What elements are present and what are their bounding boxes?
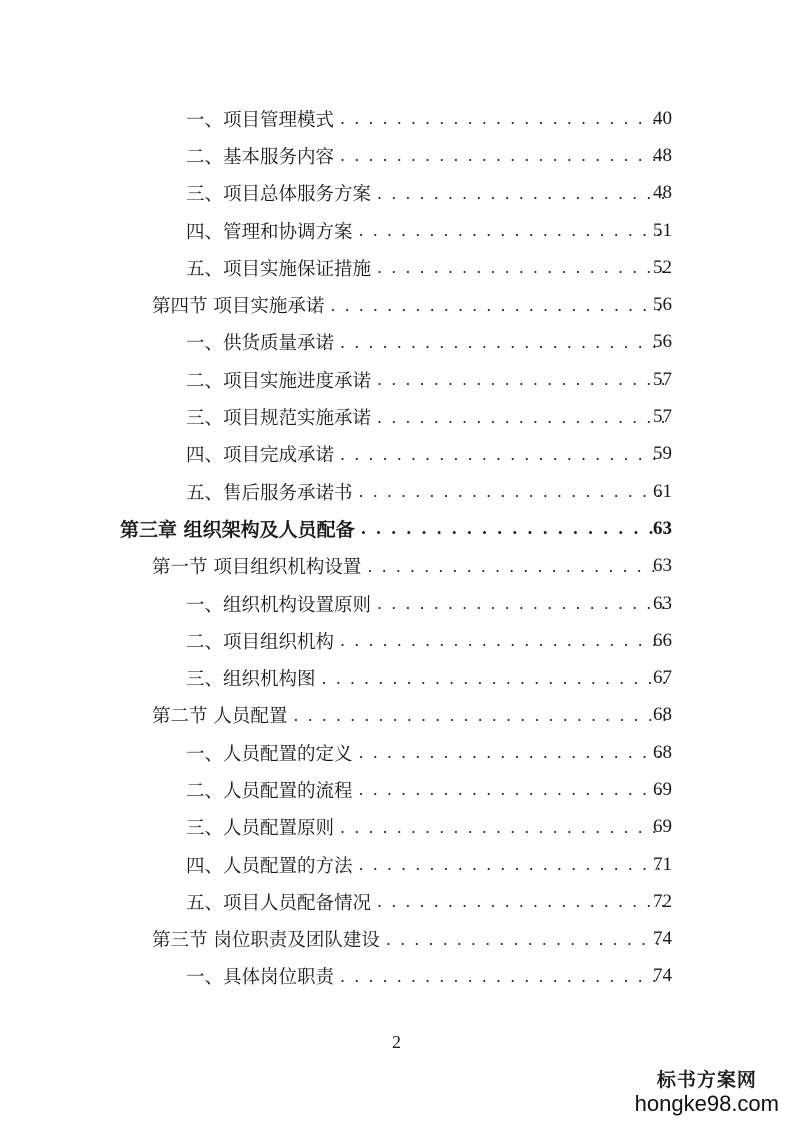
toc-dot-leader	[359, 221, 666, 240]
toc-entry-title: 第四节 项目实施承诺	[152, 296, 325, 318]
toc-dot-leader	[340, 631, 666, 650]
toc-entry-title: 五、售后服务承诺书	[186, 482, 353, 504]
toc-dot-leader	[377, 594, 666, 613]
table-of-contents	[0, 100, 793, 995]
toc-entry-title: 第三节 岗位职责及团队建设	[152, 930, 380, 952]
toc-entry-page: 59	[653, 443, 672, 465]
toc-entry-title: 第二节 人员配置	[152, 706, 288, 728]
toc-entry-item[interactable]	[0, 398, 793, 435]
toc-entry-item[interactable]	[0, 809, 793, 846]
toc-entry-page: 48	[653, 144, 672, 166]
toc-entry-page: 67	[653, 667, 672, 689]
toc-dot-leader	[377, 370, 666, 389]
toc-entry-title: 四、管理和协调方案	[186, 221, 353, 243]
toc-entry-title: 三、人员配置原则	[186, 818, 335, 840]
toc-dot-leader	[340, 445, 666, 464]
toc-entry-title: 一、人员配置的定义	[186, 743, 353, 765]
toc-entry-title: 三、项目规范实施承诺	[186, 408, 372, 430]
toc-dot-leader	[340, 818, 666, 837]
toc-dot-leader	[322, 669, 666, 688]
toc-entry-page: 40	[653, 107, 672, 129]
toc-entry-page: 74	[653, 965, 672, 987]
toc-entry-page: 66	[653, 629, 672, 651]
toc-dot-leader	[377, 408, 666, 427]
toc-entry-item[interactable]	[0, 100, 793, 137]
toc-entry-item[interactable]	[0, 846, 793, 883]
toc-entry-title: 二、基本服务内容	[186, 146, 335, 168]
toc-entry-page: 63	[653, 555, 672, 577]
toc-entry-title: 二、项目实施进度承诺	[186, 370, 372, 392]
toc-dot-leader	[340, 146, 666, 165]
toc-dot-leader	[340, 967, 666, 986]
toc-entry-item[interactable]	[0, 324, 793, 361]
watermark-name: 标书方案网	[656, 1069, 757, 1091]
toc-dot-leader	[361, 519, 666, 538]
toc-entry-item[interactable]	[0, 137, 793, 174]
toc-entry-title: 一、具体岗位职责	[186, 967, 335, 989]
toc-entry-page: 56	[653, 331, 672, 353]
toc-dot-leader	[377, 258, 666, 277]
toc-dot-leader	[293, 706, 666, 725]
toc-entry-item[interactable]	[0, 212, 793, 249]
toc-entry-item[interactable]	[0, 361, 793, 398]
toc-dot-leader	[359, 855, 666, 874]
toc-entry-page: 52	[653, 256, 672, 278]
toc-entry-section[interactable]	[0, 286, 793, 323]
toc-dot-leader	[377, 892, 666, 911]
toc-entry-title: 四、项目完成承诺	[186, 445, 335, 467]
toc-dot-leader	[386, 930, 666, 949]
toc-entry-title: 三、组织机构图	[186, 669, 316, 691]
toc-entry-title: 一、供货质量承诺	[186, 333, 335, 355]
toc-entry-page: 74	[653, 928, 672, 950]
watermark-url: hongke98.com	[634, 1091, 779, 1116]
watermark-logo	[635, 1068, 779, 1116]
toc-entry-page: 57	[653, 406, 672, 428]
toc-entry-section[interactable]	[0, 548, 793, 585]
toc-entry-title: 一、项目管理模式	[186, 109, 335, 131]
toc-entry-item[interactable]	[0, 585, 793, 622]
toc-entry-title: 二、人员配置的流程	[186, 780, 353, 802]
toc-entry-page: 57	[653, 368, 672, 390]
toc-entry-page: 68	[653, 741, 672, 763]
toc-entry-section[interactable]	[0, 697, 793, 734]
toc-dot-leader	[367, 557, 666, 576]
toc-entry-page: 63	[653, 592, 672, 614]
toc-entry-title: 三、项目总体服务方案	[186, 184, 372, 206]
toc-entry-title: 二、项目组织机构	[186, 631, 335, 653]
toc-entry-title: 四、人员配置的方法	[186, 855, 353, 877]
toc-dot-leader	[359, 743, 666, 762]
toc-entry-item[interactable]	[0, 249, 793, 286]
toc-dot-leader	[377, 184, 666, 203]
toc-entry-item[interactable]	[0, 473, 793, 510]
toc-entry-chapter[interactable]	[0, 510, 793, 547]
toc-entry-item[interactable]	[0, 622, 793, 659]
toc-entry-item[interactable]	[0, 175, 793, 212]
toc-entry-page: 63	[653, 517, 672, 539]
toc-entry-page: 71	[653, 853, 672, 875]
toc-entry-title: 五、项目人员配备情况	[186, 892, 372, 914]
toc-entry-page: 68	[653, 704, 672, 726]
toc-dot-leader	[340, 109, 666, 128]
toc-entry-title: 一、组织机构设置原则	[186, 594, 372, 616]
toc-entry-page: 69	[653, 816, 672, 838]
toc-entry-item[interactable]	[0, 771, 793, 808]
toc-entry-page: 61	[653, 480, 672, 502]
toc-entry-page: 48	[653, 182, 672, 204]
toc-dot-leader	[359, 780, 666, 799]
toc-entry-item[interactable]	[0, 436, 793, 473]
page-number: 2	[392, 1032, 401, 1052]
toc-entry-item[interactable]	[0, 958, 793, 995]
toc-entry-title: 五、项目实施保证措施	[186, 258, 372, 280]
toc-entry-title: 第一节 项目组织机构设置	[152, 557, 362, 579]
toc-dot-leader	[330, 296, 666, 315]
toc-entry-title: 第三章 组织架构及人员配备	[120, 519, 355, 542]
toc-entry-item[interactable]	[0, 734, 793, 771]
toc-dot-leader	[340, 333, 666, 352]
toc-entry-page: 56	[653, 294, 672, 316]
toc-entry-item[interactable]	[0, 883, 793, 920]
toc-entry-section[interactable]	[0, 921, 793, 958]
toc-entry-page: 51	[653, 219, 672, 241]
toc-dot-leader	[359, 482, 666, 501]
toc-entry-page: 72	[653, 890, 672, 912]
toc-entry-page: 69	[653, 778, 672, 800]
toc-entry-item[interactable]	[0, 659, 793, 696]
